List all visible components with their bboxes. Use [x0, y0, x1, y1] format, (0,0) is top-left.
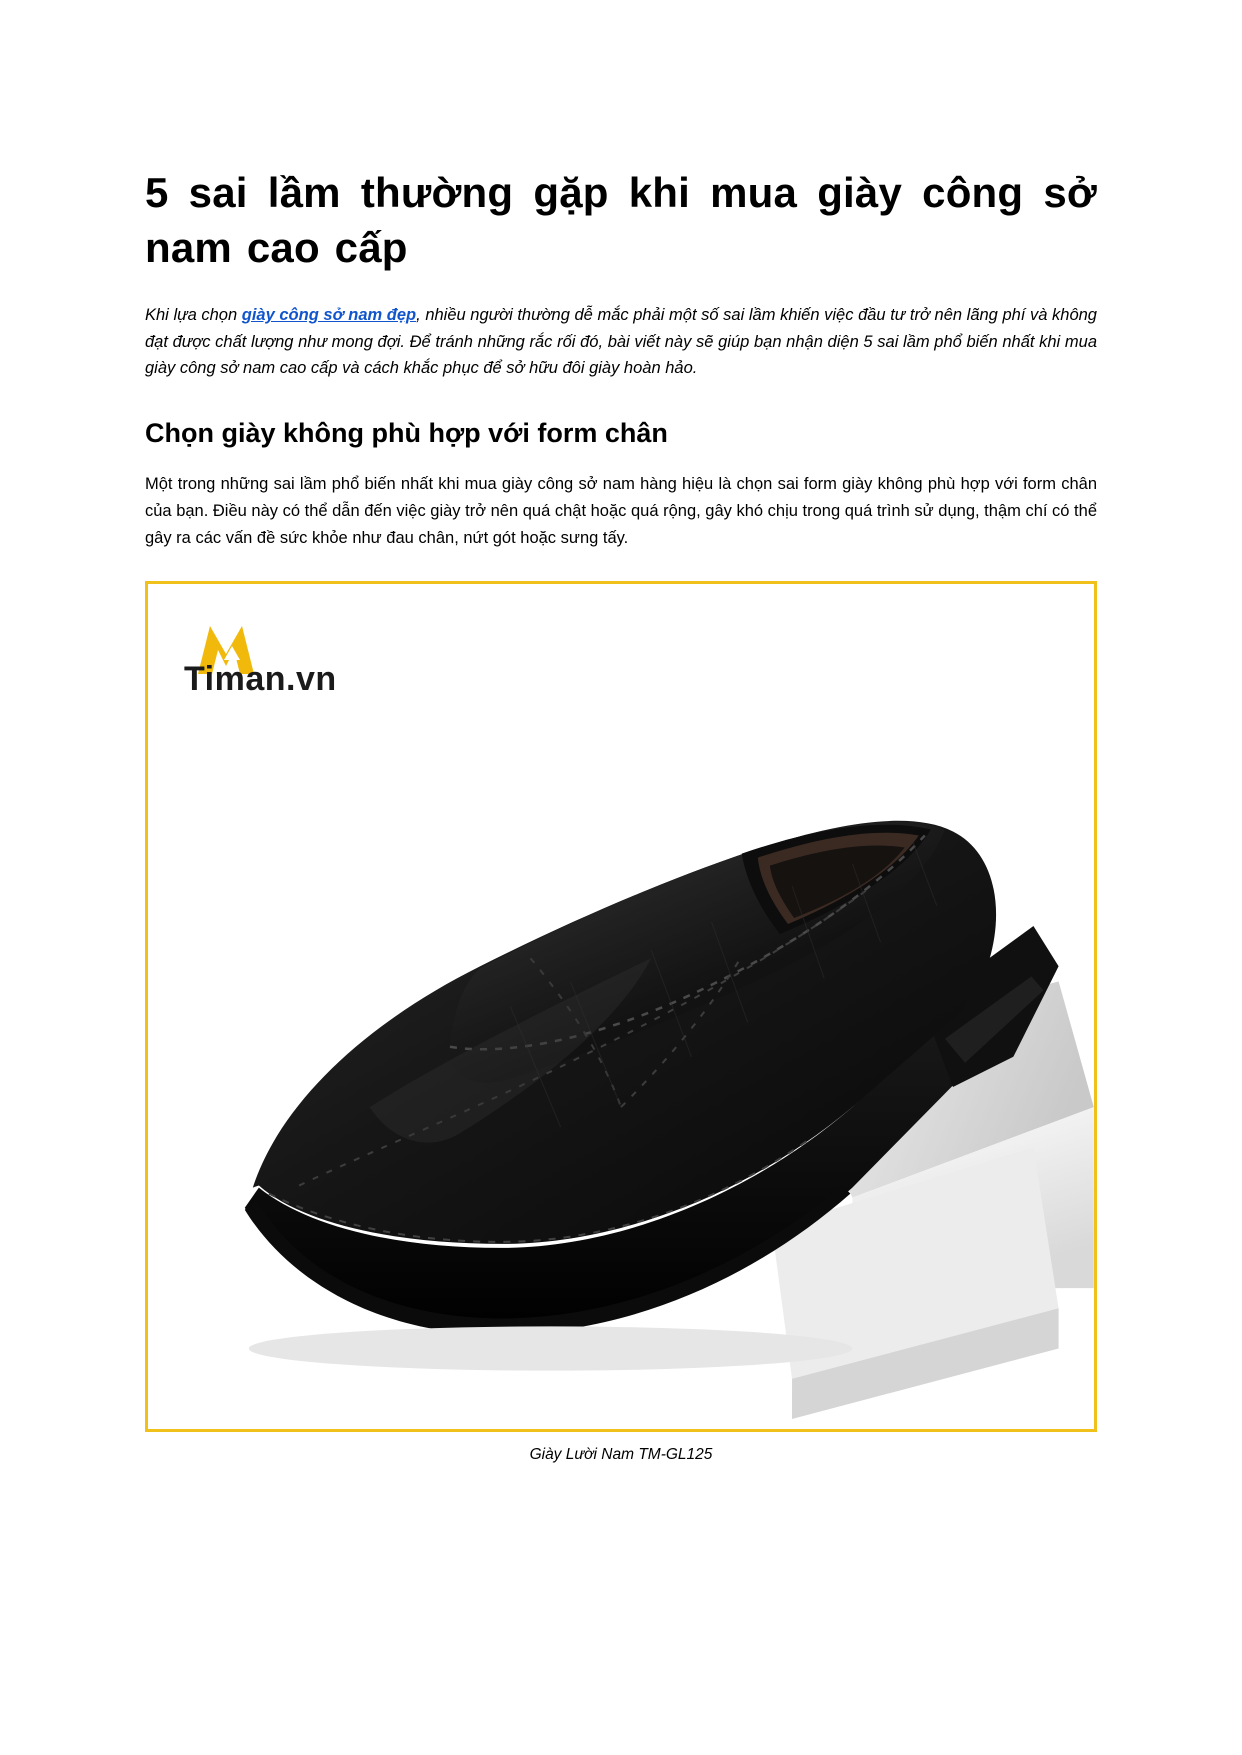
watermark-text: Timan.vn	[184, 660, 337, 699]
product-figure	[145, 581, 1097, 1464]
shoe-illustration-icon	[148, 584, 1094, 1429]
lead-text-before: Khi lựa chọn	[145, 305, 242, 324]
lead-paragraph	[145, 302, 1097, 382]
figure-frame	[145, 581, 1097, 1432]
section-heading: Chọn giày không phù hợp với form chân	[145, 418, 668, 449]
page-title: 5 sai lầm thường gặp khi mua giày công sở nam cao cấp	[145, 169, 1097, 272]
inline-link-giay-cong-so-nam-dep[interactable]: giày công sở nam đẹp	[241, 305, 417, 324]
figure-caption: Giày Lười Nam TM-GL125	[529, 1446, 713, 1464]
product-image	[148, 584, 1094, 1429]
lead-text-after: , nhiều người thường dễ mắc phải một số sai lầm khiến việc đầu tư trở nên lãng phí và không đạt được chất lượng như mong đợi. Để tránh những rắc rối đó, bài viết này sẽ giúp bạn nhận diện 5 sai lầm phổ biến nhất khi mua giày công sở nam cao cấp và cách khắc phục để sở hữu đôi giày hoàn hảo.	[145, 305, 1097, 378]
section-paragraph: Một trong những sai lầm phổ biến nhất khi mua giày công sở nam hàng hiệu là chọn sai form giày không phù hợp với form chân của bạn. Điều này có thể dẫn đến việc giày trở nên quá chật hoặc quá rộng, gây khó chịu trong quá trình sử dụng, thậm chí có thể gây ra các vấn đề sức khỏe như đau chân, nứt gót hoặc sưng tấy.	[145, 475, 1097, 547]
